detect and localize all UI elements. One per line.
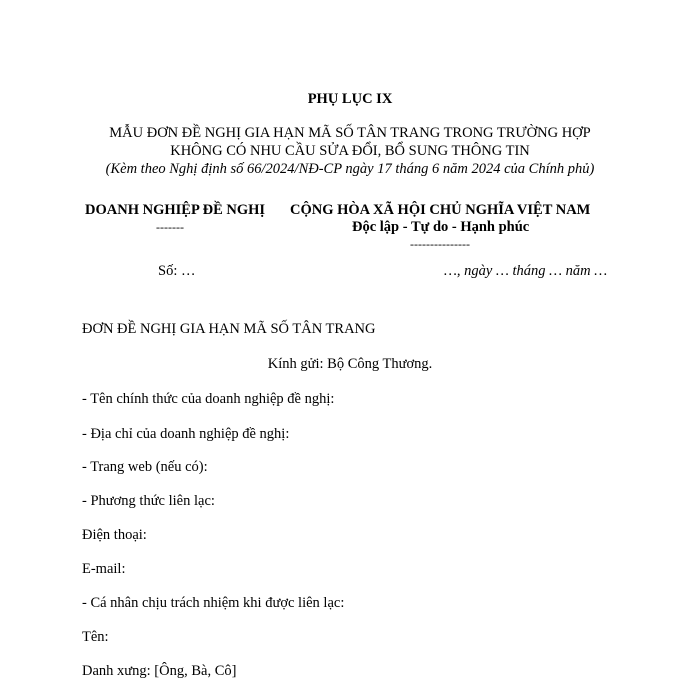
field-responsible-person: - Cá nhân chịu trách nhiệm khi được liên lạc: (82, 595, 345, 611)
field-website: - Trang web (nếu có): (82, 459, 208, 475)
form-heading-line2: KHÔNG CÓ NHU CẦU SỬA ĐỔI, BỔ SUNG THÔNG TIN (170, 143, 530, 159)
document-number: Số: … (158, 263, 196, 279)
requesting-org-label: DOANH NGHIỆP ĐỀ NGHỊ (85, 202, 266, 218)
recipient-line: Kính gửi: Bộ Công Thương. (267, 356, 433, 372)
field-email: E-mail: (82, 561, 126, 577)
document-date: …, ngày … tháng … năm … (444, 263, 608, 279)
field-contact-method: - Phương thức liên lạc: (82, 493, 215, 509)
decree-reference: (Kèm theo Nghị định số 66/2024/NĐ-CP ngày 17 tháng 6 năm 2024 của Chính phủ) (105, 161, 595, 177)
form-heading-line1: MẪU ĐƠN ĐỀ NGHỊ GIA HẠN MÃ SỐ TÂN TRANG TRONG TRƯỜNG HỢP (109, 125, 591, 141)
national-motto: Độc lập - Tự do - Hạnh phúc (352, 219, 530, 235)
field-title: Danh xưng: [Ông, Bà, Cô] (82, 663, 237, 679)
field-company-address: - Địa chỉ của doanh nghiệp đề nghị: (82, 426, 290, 442)
nation-title: CỘNG HÒA XÃ HỘI CHỦ NGHĨA VIỆT NAM (290, 202, 591, 218)
form-title: ĐƠN ĐỀ NGHỊ GIA HẠN MÃ SỐ TÂN TRANG (82, 321, 376, 337)
field-phone: Điện thoại: (82, 527, 147, 543)
motto-divider: --------------- (410, 237, 470, 251)
field-company-name: - Tên chính thức của doanh nghiệp đề nghị: (82, 391, 335, 407)
appendix-title: PHỤ LỤC IX (307, 91, 393, 107)
org-divider: ------- (156, 220, 184, 234)
field-name: Tên: (82, 629, 109, 645)
